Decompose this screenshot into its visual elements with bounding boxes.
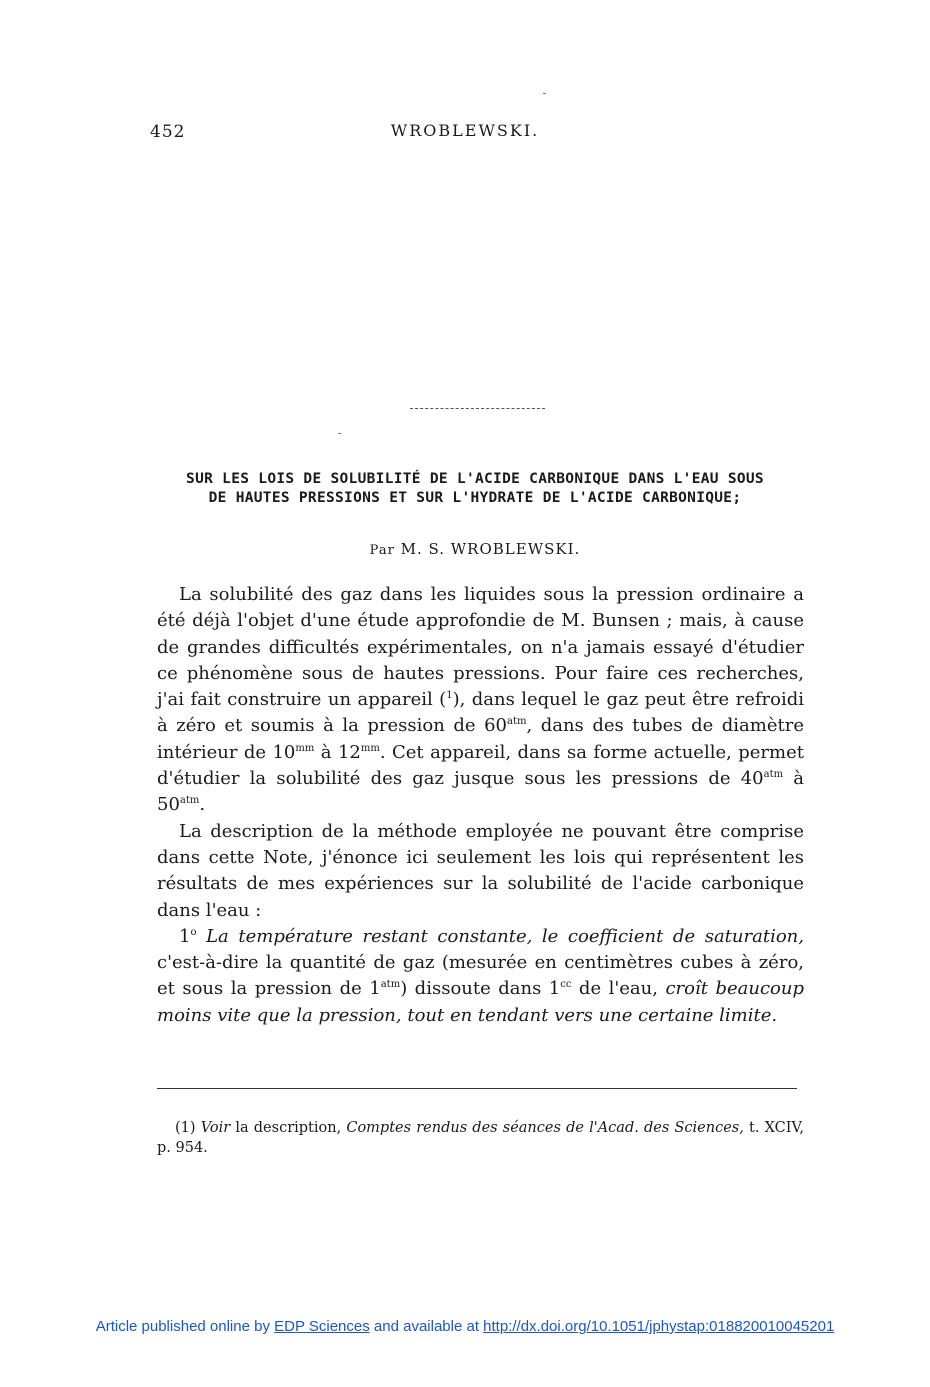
speck-top bbox=[543, 93, 546, 94]
byline-author: M. S. WROBLEWSKI. bbox=[400, 540, 581, 558]
speck-mid bbox=[338, 433, 341, 434]
doi-link[interactable]: http://dx.doi.org/10.1051/jphystap:018820010045201 bbox=[483, 1318, 835, 1335]
footnote-ref: 1 bbox=[446, 690, 453, 702]
paragraph-3: 1$^o$ La température restant constante, le coefficient de saturation, c'est-à-dire la quantité de gaz (mesurée en centimètres cubes à zéro, et sous la pression de $1^{atm}$) dissoute dans $1^{cc}$ de l'eau, croît beaucoup moins vite que la pression, tout en tendant vers une certaine limite. bbox=[157, 925, 804, 1026]
edp-sciences-link[interactable]: EDP Sciences bbox=[274, 1318, 370, 1335]
byline-prefix: Par bbox=[369, 543, 395, 558]
paragraph-1: La solubilité des gaz dans les liquides sous la pression ordinaire a été déjà l'objet d'une étude approfondie de M. Bunsen ; mais, à cause de grandes difficultés expérimentales, on n'a jamais essayé d'étudier ce phénomène sous de hautes pressions. Pour faire ces recherches, j'ai fait construire un appareil ($^1$), dans lequel le gaz peut être refroidi à zéro et soumis à la pression de $60^{atm}$, dans des tubes de diamètre intérieur de $10^{mm}$ à $12^{mm}$. Cet appareil, dans sa forme actuelle, permet d'étudier la solubilité des gaz jusque sous les pressions de $40^{atm}$ à $50^{atm}$. bbox=[157, 584, 805, 816]
page-number: 452 bbox=[150, 122, 186, 142]
paragraph-2: La description de la méthode employée ne pouvant être comprise dans cette Note, j'énonce ici seulement les lois qui représentent les résultats de mes expériences sur la solubilité de l'acide carbonique dans l'eau : bbox=[157, 820, 804, 921]
title-line-2: DE HAUTES PRESSIONS ET SUR L'HYDRATE DE L'ACIDE CARBONIQUE; bbox=[208, 490, 742, 506]
running-head: WROBLEWSKI. bbox=[390, 121, 540, 140]
ornament-rule bbox=[410, 408, 545, 409]
footnote-marker: (1) bbox=[175, 1120, 196, 1136]
footnote-rule bbox=[157, 1088, 797, 1089]
body-text bbox=[157, 582, 804, 1029]
title-line-1: SUR LES LOIS DE SOLUBILITÉ DE L'ACIDE CARBONIQUE DANS L'EAU SOUS bbox=[186, 471, 764, 487]
publisher-footer: Article published online by EDP Sciences and available at http://dx.doi.org/10.1051/jphystap:018820010045201 bbox=[95, 1318, 835, 1335]
byline bbox=[0, 540, 930, 558]
article-title bbox=[150, 470, 800, 508]
footnote: (1) Voir la description, Comptes rendus des séances de l'Acad. des Sciences, t. XCIV, p. 954. bbox=[157, 1120, 805, 1156]
